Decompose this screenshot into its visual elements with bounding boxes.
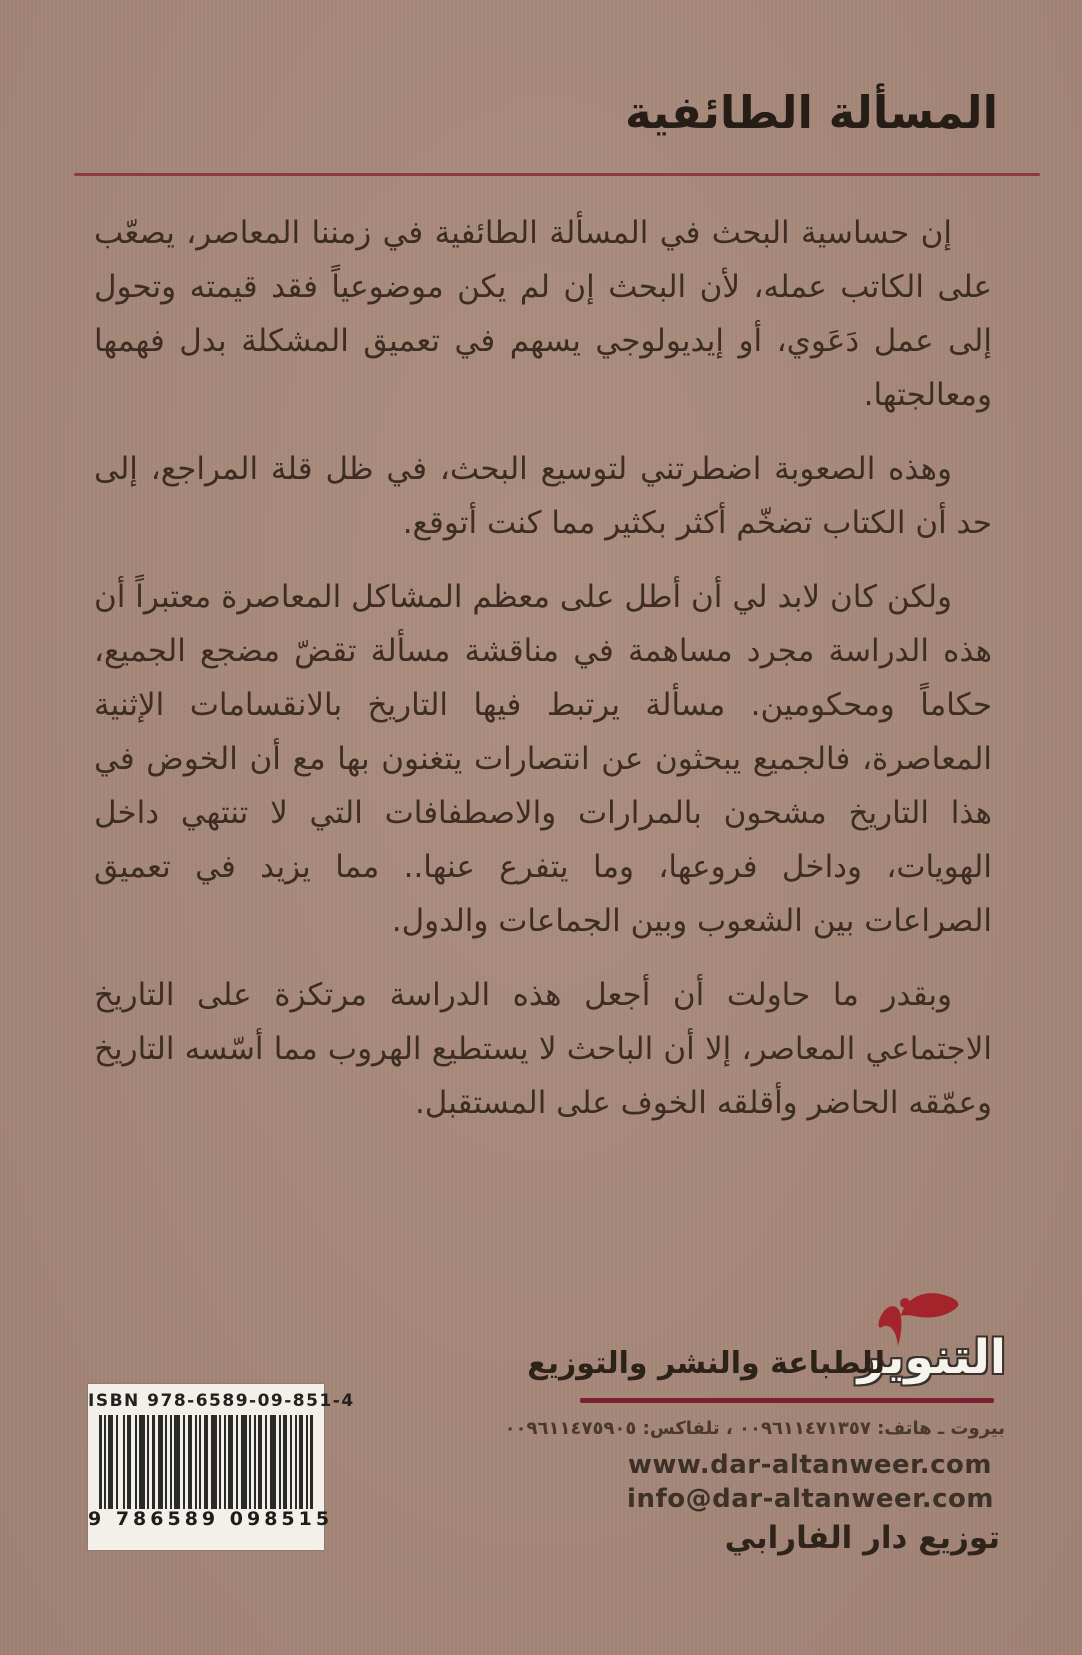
book-title: المسألة الطائفية (624, 86, 998, 139)
isbn-barcode (88, 1384, 355, 1550)
publisher-contact: بيروت ـ هاتف: ٠٠٩٦١١٤٧١٣٥٧ ، تلفاكس: ٠٠٩٦١١٤٧٥٩٠٥ (504, 1418, 1005, 1439)
publisher-website: www.dar-altanweer.com (627, 1450, 992, 1480)
title-rule (74, 173, 1040, 176)
barcode-bars-icon (99, 1415, 313, 1509)
blurb-paragraph: وهذه الصعوبة اضطرتني لتوسيع البحث، في ظل قلة المراجع، إلى حد أن الكتاب تضخّم أكثر بكثير مما كنت أتوقع. (94, 451, 992, 541)
publisher-logo (857, 1296, 1006, 1396)
blurb-paragraph: وبقدر ما حاولت أن أجعل هذه الدراسة مرتكزة على التاريخ الاجتماعي المعاصر، إلا أن الباحث لا يستطيع الهروب مما أسّسه التاريخ وعمّقه الحاضر وأقلقه الخوف على المستقبل. (94, 977, 992, 1121)
distributor-note: توزيع دار الفارابي (724, 1520, 1000, 1556)
blurb (94, 206, 992, 1150)
blurb-paragraph: ولكن كان لابد لي أن أطل على معظم المشاكل المعاصرة معتبراً أن هذه الدراسة مجرد مساهمة في مناقشة مسألة تقضّ مضجع الجميع، حكاماً ومحكومين. مسألة يرتبط فيها التاريخ بالانقسامات الإثنية المعاصرة، فالجميع يبحثون عن انتصارات يتغنون بها مع أن الخوض في هذا التاريخ مشحون بالمرارات والاصطفافات التي لا تنتهي داخل الهويات، وداخل فروعها، وما يتفرع عنها.. مما يزيد في تعميق الصراعات بين الشعوب وبين الجماعات والدول. (94, 579, 992, 939)
publisher-email: info@dar-altanweer.com (627, 1484, 994, 1514)
blurb-paragraph: إن حساسية البحث في المسألة الطائفية في زمننا المعاصر، يصعّب على الكاتب عمله، لأن البحث إن لم يكن موضوعياً فقد قيمته وتحول إلى عمل دَعَوي، أو إيديولوجي يسهم في تعميق المشكلة بدل فهمها ومعالجتها. (94, 215, 992, 413)
logo-wordmark: التنوير (857, 1330, 1006, 1385)
publisher-rule (580, 1398, 994, 1403)
publisher-tagline: للطباعة والنشر والتوزيع (527, 1346, 885, 1381)
barcode-number: 9 786589 098515 (88, 1508, 334, 1530)
isbn-label: ISBN 978-6589-09-851-4 (88, 1391, 355, 1411)
